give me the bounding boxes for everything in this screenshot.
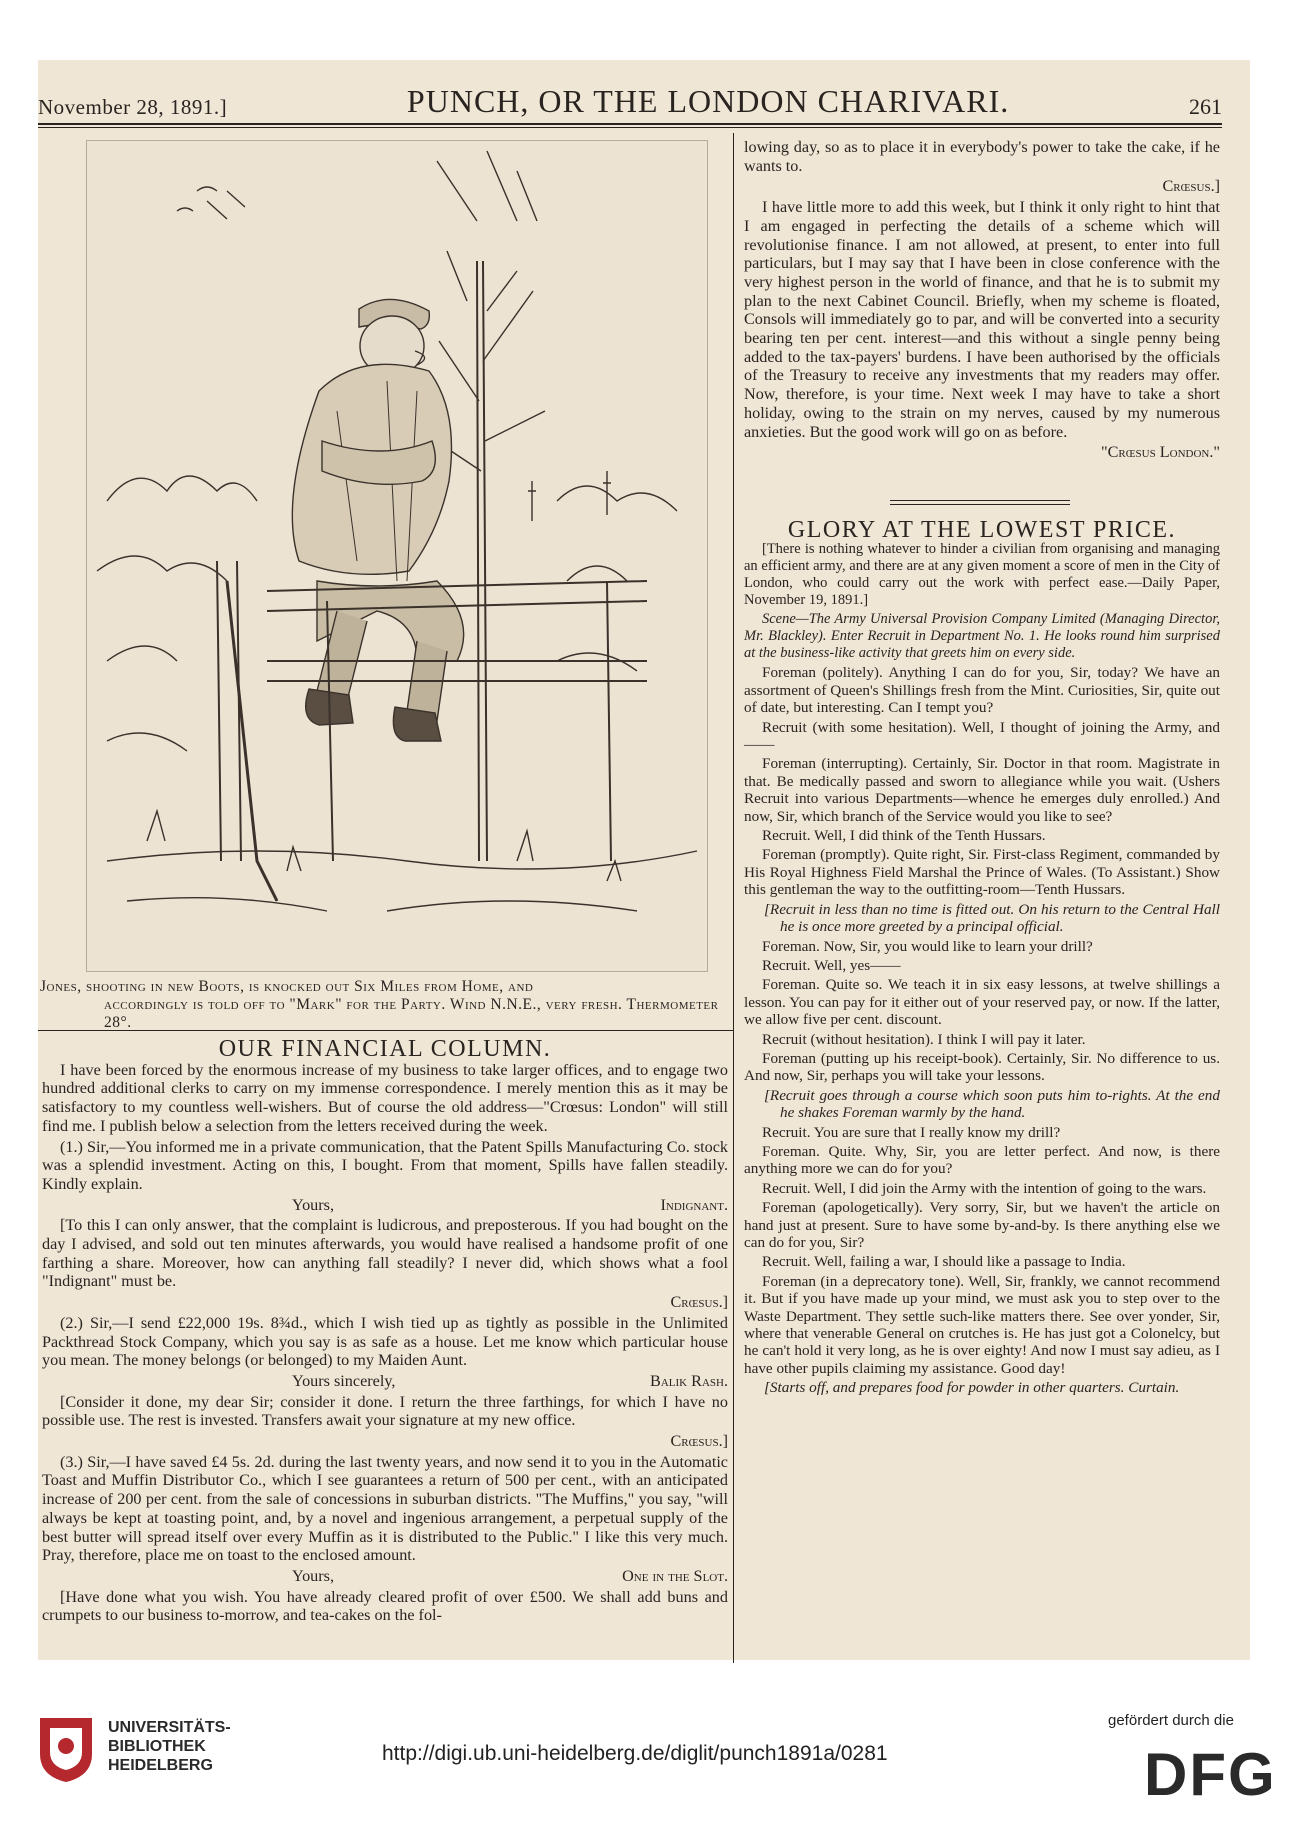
short-rule xyxy=(890,500,1070,501)
university-seal-icon xyxy=(36,1714,96,1784)
letter-1: (1.) Sir,—You informed me in a private communication, that the Patent Spills Manufacturing Co. stock was a splendid investment. Acting on this, I bought. From that moment, Spills have fallen steadily. Kindly explain. xyxy=(42,1137,728,1193)
stage-direction-2: [Recruit goes through a course which soon puts him to-rights. At the end he shakes Foreman warmly by the hand. xyxy=(764,1086,1220,1122)
library-name xyxy=(108,1718,231,1775)
dialogue-12: Foreman. Quite. Why, Sir, you are letter perfect. And now, is there anything more we can do for you? xyxy=(744,1142,1220,1178)
column-divider xyxy=(733,133,734,1663)
section-rule xyxy=(38,1030,733,1031)
illustration-caption xyxy=(40,978,720,1032)
dialogue-16: Foreman (in a deprecatory tone). Well, Sir, frankly, we cannot recommend it. But if you have made up your mind, we must ask you to step over to the Waste Department. They settle such-like matters there. See over yonder, Sir, where that venerable General on crutches is. He has just got a Colonelcy, but he can't hold it very long, as he is over eighty! And now I must say adieu, as I have other pupils claiming my assistance. Good day! xyxy=(744,1272,1220,1377)
reply-1-sig: Crœsus.] xyxy=(670,1293,728,1312)
dialogue-3: Foreman (interrupting). Certainly, Sir. Doctor in that room. Magistrate in that. Be medically passed and sworn to allegiance while you wait. (Ushers Recruit into various Departments—whence he emerges duly enrolled.) And now, Sir, which branch of the Service would you like to see? xyxy=(744,755,1220,825)
header-rule xyxy=(38,123,1222,125)
page-header xyxy=(38,80,1222,120)
letter-2: (2.) Sir,—I send £22,000 19s. 8¾d., which I wish tied up as tightly as possible in the Unlimited Packthread Stock Company, which you say is as safe as a house. Let me know which particular house you mean. The money belongs (or belonged) to my Maiden Aunt. xyxy=(42,1313,728,1370)
dialogue-9: Recruit (without hesitation). I think I will pay it later. xyxy=(762,1030,1086,1048)
reply-2: [Consider it done, my dear Sir; consider it done. I return the three farthings, for which I have no possible use. The rest is invested. Transfers await your signature at my new office. xyxy=(42,1392,728,1430)
dialogue-15: Recruit. Well, failing a war, I should like a passage to India. xyxy=(762,1253,1126,1271)
letter-3-sig: One in the Slot. xyxy=(622,1566,728,1585)
cartoon-illustration xyxy=(86,140,708,972)
letter-2-yours: Yours sincerely, xyxy=(292,1371,396,1390)
financial-continuation-sig: Crœsus.] xyxy=(1162,177,1220,196)
closing-paragraph: I have little more to add this week, but I think it only right to hint that I am engaged in perfecting the details of a scheme which will revolutionise finance. I am not allowed, at present, to enter into full particulars, but I may say that I have been in close conference with the very highest person in the world of finance, and that he is to submit my plan to the next Cabinet Council. Briefly, when my scheme is floated, Consols will immediately go to par, and will be converted into a security bearing ten per cent. interest—and this without a single penny being added to the tax-payers' burdens. I have been authorised by the officials of the Treasury to receive any investments that my readers may offer. Now, therefore, is your time. Next week I may have to take a short holiday, owing to the strain on my nerves, caused by my numerous anxieties. But the good work will go on as before. xyxy=(744,198,1220,441)
reply-3: [Have done what you wish. You have already cleared profit of over £500. We shall add buns and crumpets to our business to-morrow, and tea-cakes on the fol- xyxy=(42,1587,728,1625)
letter-2-sig: Balik Rash. xyxy=(650,1371,728,1390)
letter-1-sig: Indignant. xyxy=(660,1195,728,1214)
closing-signature: "Crœsus London." xyxy=(1100,443,1220,462)
library-line-3: HEIDELBERG xyxy=(108,1757,213,1774)
stage-direction-1: [Recruit in less than no time is fitted out. On his return to the Central Hall he is once more greeted by a principal official. xyxy=(764,900,1220,936)
dialogue-13: Recruit. Well, I did join the Army with the intention of going to the wars. xyxy=(762,1179,1207,1197)
reply-1: [To this I can only answer, that the complaint is ludicrous, and preposterous. If you had bought on the day I advised, and sold out ten minutes afterwards, you would have realised a handsome profit of one farthing a share. Moreover, how can anything fall steadily? I never did, which shows what a fool "Indignant" must be. xyxy=(42,1216,728,1291)
dialogue-10: Foreman (putting up his receipt-book). Certainly, Sir. No difference to us. And now, Sir, perhaps you will take your lessons. xyxy=(744,1049,1220,1085)
right-column-top xyxy=(744,138,1220,464)
letter-3-signature xyxy=(42,1567,728,1586)
dialogue-6: Foreman. Now, Sir, you would like to learn your drill? xyxy=(762,937,1093,955)
financial-continuation: lowing day, so as to place it in everybody's power to take the cake, if he wants to. xyxy=(744,138,1220,175)
letter-2-signature xyxy=(42,1372,728,1391)
dialogue-7: Recruit. Well, yes—— xyxy=(762,956,901,974)
publication-title: PUNCH, OR THE LONDON CHARIVARI. xyxy=(406,83,1010,119)
letter-3: (3.) Sir,—I have saved £4 5s. 2d. during the last twenty years, and now send it to you in the Automatic Toast and Muffin Distributor Co., which I see guarantees a return of 500 per cent., with an anticipated increase of 200 per cent. from the sale of concessions in suburban districts. "The Muffins," you say, "will always be kept at toasting point, and, by a novel and ingenious arrangement, a perpetual supply of the best butter will spread itself over every Muffin as it is distributed to the Public." I like this very much. Pray, therefore, place me on toast to the enclosed amount. xyxy=(42,1452,728,1565)
dfg-logo: DFG xyxy=(1144,1741,1277,1808)
dialogue-8: Foreman. Quite so. We teach it in six easy lessons, at twelve shillings a lesson. You can pay for it either out of your reserved pay, or now. If the latter, we allow five per cent. discount. xyxy=(744,976,1220,1029)
reply-2-sig: Crœsus.] xyxy=(670,1432,728,1451)
caption-line-1: Jones, shooting in new Boots, is knocked out Six Miles from Home, and xyxy=(40,978,534,995)
library-line-1: UNIVERSITÄTS- xyxy=(108,1719,231,1736)
funding-note: gefördert durch die xyxy=(1108,1712,1234,1729)
financial-column xyxy=(42,1036,728,1627)
financial-title: OUR FINANCIAL COLUMN. xyxy=(218,1036,552,1062)
page-number: 261 xyxy=(1189,94,1222,119)
dialogue-2: Recruit (with some hesitation). Well, I thought of joining the Army, and—— xyxy=(744,718,1220,754)
dialogue-1: Foreman (politely). Anything I can do for you, Sir, today? We have an assortment of Queen's Shillings fresh from the Mint. Curiosities, Sir, quite out of date, but interesting. Can I tempt you? xyxy=(744,664,1220,717)
caption-rest: accordingly is told off to "Mark" for the Party. Wind N.N.E., very fresh. Thermometer 28°. xyxy=(104,996,719,1031)
financial-intro: I have been forced by the enormous increase of my business to take larger offices, and to engage two hundred additional clerks to carry on my immense correspondence. I merely mention this as it may be satisfactory to my countless well-wishers. But of course the old address—"Crœsus: London" will still find me. I publish below a selection from the letters received during the week. xyxy=(42,1060,728,1135)
glory-title: GLORY AT THE LOWEST PRICE. xyxy=(787,517,1177,543)
scene-direction: Scene—The Army Universal Provision Company Limited (Managing Director, Mr. Blackley). Enter Recruit in Department No. 1. He looks round him surprised at the business-like activity that greets him on every side. xyxy=(744,611,1220,662)
dialogue-5: Foreman (promptly). Quite right, Sir. First-class Regiment, commanded by His Royal Highness Field Marshal the Prince of Wales. (To Assistant.) Show this gentleman the way to the outfitting-room—Tenth Hussars. xyxy=(744,846,1220,899)
hunter-on-stile-drawing xyxy=(87,141,707,971)
dialogue-11: Recruit. You are sure that I really know my drill? xyxy=(762,1123,1061,1141)
dialogue-14: Foreman (apologetically). Very sorry, Sir, but we haven't the article on hand just at present. Sure to have some by-and-by. Is there anything else we can do for you, Sir? xyxy=(744,1199,1220,1251)
issue-date: November 28, 1891.] xyxy=(38,95,228,119)
letter-3-yours: Yours, xyxy=(292,1566,334,1585)
glory-epigraph: [There is nothing whatever to hinder a civilian from organising and managing an efficient army, and there are at any given moment a score of men in the City of London, who could carry out the work with perfect ease.—Daily Paper, November 19, 1891.] xyxy=(744,541,1220,609)
letter-1-signature xyxy=(42,1196,728,1215)
permalink[interactable]: http://digi.ub.uni-heidelberg.de/diglit/punch1891a/0281 xyxy=(382,1742,888,1765)
dialogue-4: Recruit. Well, I did think of the Tenth Hussars. xyxy=(762,827,1046,845)
header-rule-thin xyxy=(38,127,1222,128)
letter-1-yours: Yours, xyxy=(292,1195,334,1214)
short-rule-2 xyxy=(890,504,1070,505)
glory-article xyxy=(744,517,1220,1399)
stage-direction-3: [Starts off, and prepares food for powder in other quarters. Curtain. xyxy=(764,1379,1180,1397)
library-line-2: BIBLIOTHEK xyxy=(108,1738,206,1755)
